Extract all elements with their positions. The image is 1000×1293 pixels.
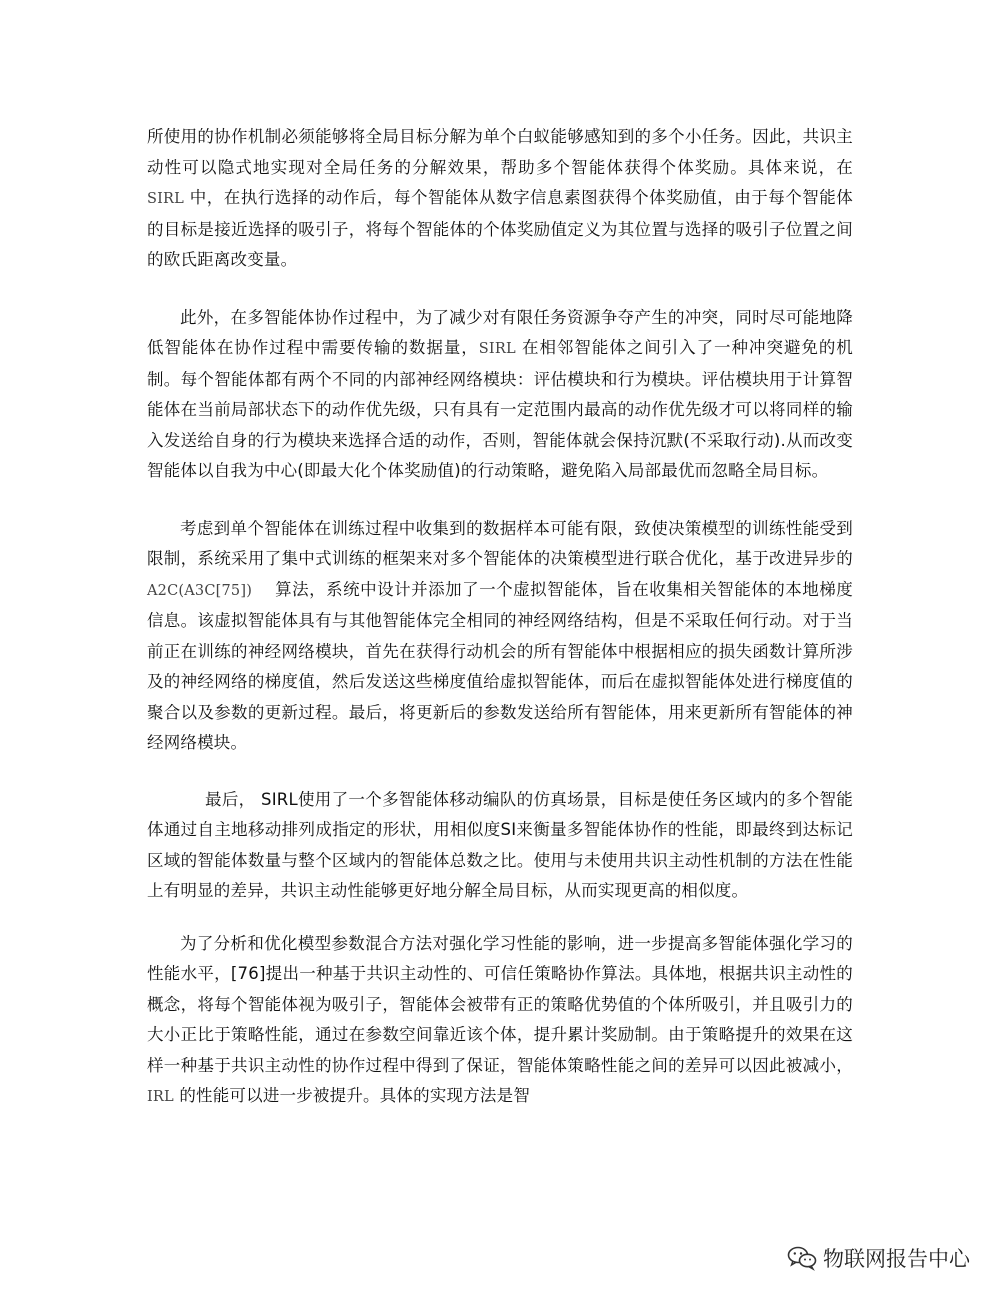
- paragraph-1-term: SIRL: [147, 191, 185, 207]
- paragraph-2-text-b: 在相邻智能体之间引入了一种冲突避免的机制。每个智能体都有两个不同的内部神经网络模块：评估模块和行为模块。评估模块用于计算智能体在当前局部状态下的动作优先级，只有具有一定范围内最高的动作优先级才可以将同样的输入发送给自身的行为模块来选择合适的动作，否则，智能体就会保持沉默(不采取行动).从而改变智能体以自我为中心(即最大化个体奖励值)的行动策略，避免陷入局部最优而忽略全局目标。: [147, 338, 853, 480]
- paragraph-5: [147, 929, 853, 1113]
- paragraph-1: [147, 122, 853, 276]
- watermark: [787, 1243, 970, 1273]
- paragraph-1-text-a: 所使用的协作机制必须能够将全局目标分解为单个白蚁能够感知到的多个小任务。因此，共识主动性可以隐式地实现对全局任务的分解效果，帮助多个智能体获得个体奖励。具体来说，在: [147, 127, 853, 177]
- paragraph-3: [147, 514, 853, 759]
- document-body: [147, 122, 853, 1113]
- paragraph-4: 最后， SIRL使用了一个多智能体移动编队的仿真场景，目标是使任务区域内的多个智能体通过自主地移动排列成指定的形状，用相似度SI来衡量多智能体协作的性能，即最终到达标记区域的智能体数量与整个区域内的智能体总数之比。使用与未使用共识主动性机制的方法在性能上有明显的差异，共识主动性能够更好地分解全局目标，从而实现更高的相似度。: [147, 789, 853, 900]
- paragraph-3-text-b: 算法，系统中设计并添加了一个虚拟智能体，旨在收集相关智能体的本地梯度信息。该虚拟智能体具有与其他智能体完全相同的神经网络结构，但是不采取任何行动。对于当前正在训练的神经网络模块，首先在获得行动机会的所有智能体中根据相应的损失函数计算所涉及的神经网络的梯度值，然后发送这些梯度值给虚拟智能体，而后在虚拟智能体处进行梯度值的聚合以及参数的更新过程。最后，将更新后的参数发送给所有智能体，用来更新所有智能体的神经网络模块。: [147, 579, 853, 752]
- paragraph-2-term: SIRL: [478, 341, 516, 357]
- paragraph-3-text-a: 考虑到单个智能体在训练过程中收集到的数据样本可能有限，致使决策模型的训练性能受到限制，系统采用了集中式训练的框架来对多个智能体的决策模型进行联合优化，基于改进异步的: [147, 518, 853, 568]
- paragraph-3-term: A2C(A3C[75]): [147, 582, 253, 599]
- paragraph-2: [147, 303, 853, 487]
- paragraph-2-text-a: 此外，在多智能体协作过程中，为了减少对有限任务资源争夺产生的冲突，同时尽可能地降低智能体在协作过程中需要传输的数据量，: [147, 307, 853, 357]
- paragraph-5-text-a: 为了分析和优化模型参数混合方法对强化学习性能的影响，进一步提高多智能体强化学习的性能水平，[76]提出一种基于共识主动性的、可信任策略协作算法。具体地，根据共识主动性的概念，将每个智能体视为吸引子，智能体会被带有正的策略优势值的个体所吸引，并且吸引力的大小正比于策略性能，通过在参数空间靠近该个体，提升累计奖励制。由于策略提升的效果在这样一种基于共识主动性的协作过程中得到了保证，智能体策略性能之间的差异可以因此被减小，: [147, 933, 853, 1075]
- paragraph-5-term: IRL: [147, 1089, 174, 1105]
- wechat-icon: [787, 1245, 817, 1271]
- paragraph-5-text-b: 的性能可以进一步被提升。具体的实现方法是智: [173, 1086, 531, 1105]
- watermark-text: 物联网报告中心: [823, 1247, 970, 1271]
- paragraph-1-text-b: 中，在执行选择的动作后，每个智能体从数字信息素图获得个体奖励值，由于每个智能体的目标是接近选择的吸引子，将每个智能体的个体奖励值定义为其位置与选择的吸引子位置之间的欧氏距离改变量。: [147, 188, 853, 269]
